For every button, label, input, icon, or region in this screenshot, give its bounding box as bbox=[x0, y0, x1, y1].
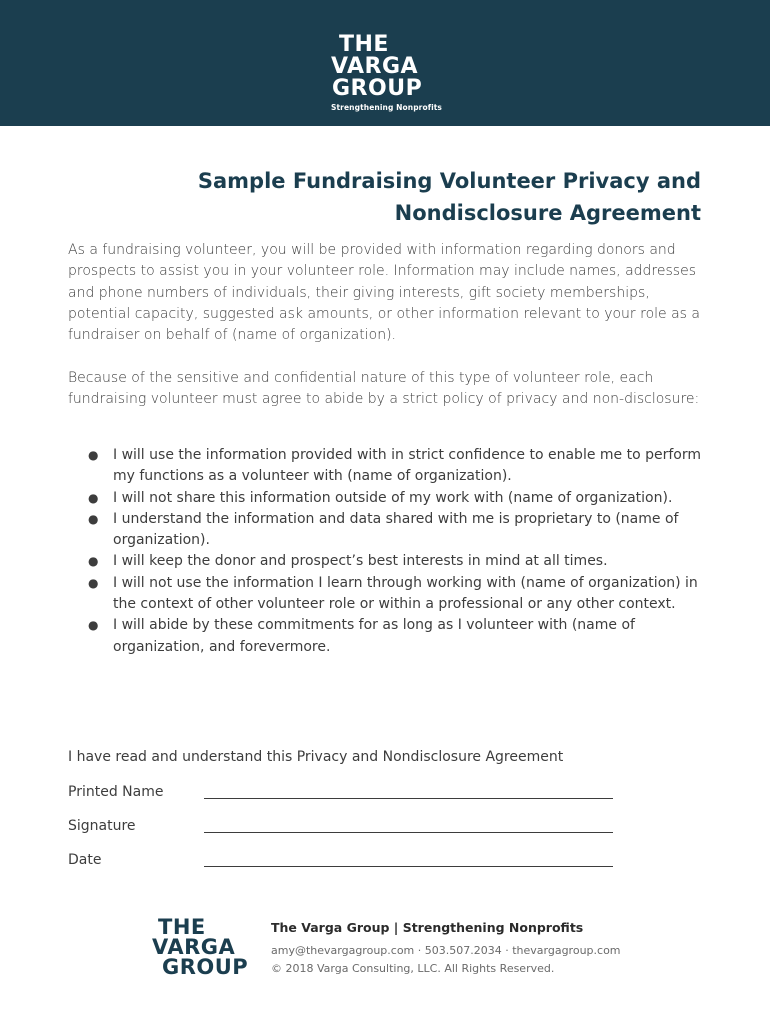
list-item bbox=[88, 445, 708, 488]
logo-line-3: GROUP bbox=[332, 76, 423, 101]
header-banner bbox=[0, 0, 770, 126]
bullet-icon: ● bbox=[88, 511, 99, 526]
list-item-text: I will keep the donor and prospect’s best interests in mind at all times. bbox=[113, 553, 608, 570]
footer-logo bbox=[152, 917, 257, 977]
logo-tagline: Strengthening Nonprofits bbox=[331, 103, 442, 112]
printed-name-field bbox=[68, 782, 613, 804]
footer-copyright: © 2018 Varga Consulting, LLC. All Rights Reserved. bbox=[271, 962, 555, 975]
commitments-list bbox=[88, 445, 708, 658]
list-item bbox=[88, 551, 708, 572]
list-item bbox=[88, 573, 708, 616]
bullet-icon: ● bbox=[88, 448, 99, 462]
list-item-text: I will abide by these commitments for as long as I volunteer with (name of organization, and forevermore. bbox=[113, 617, 635, 655]
logo-line-2: VARGA bbox=[331, 54, 419, 79]
footer-logo-line-2: VARGA bbox=[152, 935, 236, 959]
list-item bbox=[88, 615, 708, 658]
bullet-icon: ● bbox=[88, 575, 99, 590]
date-label: Date bbox=[68, 852, 102, 868]
list-item-text: I will use the information provided with in strict confidence to enable me to perform my functions as a volunteer with (name of organization). bbox=[113, 447, 701, 485]
list-item bbox=[88, 488, 708, 509]
footer-logo-line-1: THE bbox=[158, 915, 206, 939]
printed-name-label: Printed Name bbox=[68, 784, 164, 800]
signature-label: Signature bbox=[68, 818, 136, 834]
signature-field bbox=[68, 816, 613, 838]
date-line[interactable] bbox=[204, 866, 613, 867]
intro-paragraph: As a fundraising volunteer, you will be provided with information regarding donors and prospects to assist you in your volunteer role. Information may include names, addresses and phone numbers of individuals, their giving interests, gift society memberships, potential capacity, suggested ask amounts, or other information relevant to your role as a fundraiser on behalf of (name of organization). bbox=[68, 242, 701, 344]
acknowledgement-text: I have read and understand this Privacy and Nondisclosure Agreement bbox=[68, 749, 564, 765]
bullet-icon: ● bbox=[88, 554, 99, 569]
list-item-text: I understand the information and data shared with me is proprietary to (name of organization). bbox=[113, 510, 679, 549]
list-item-text: I will not share this information outside of my work with (name of organization). bbox=[113, 489, 673, 506]
date-field bbox=[68, 850, 613, 872]
bullet-icon: ● bbox=[88, 618, 99, 633]
document-title-line-1: Sample Fundraising Volunteer Privacy and bbox=[197, 169, 701, 193]
bullet-icon: ● bbox=[88, 490, 99, 505]
signature-line[interactable] bbox=[204, 832, 613, 833]
policy-paragraph: Because of the sensitive and confidential nature of this type of volunteer role, each fundraising volunteer must agree to abide by a strict policy of privacy and non-disclosure: bbox=[68, 370, 700, 408]
list-item bbox=[88, 509, 708, 552]
printed-name-line[interactable] bbox=[204, 798, 613, 799]
footer-contact: amy@thevargagroup.com · 503.507.2034 · thevargagroup.com bbox=[271, 944, 621, 957]
footer-title: The Varga Group | Strengthening Nonprofits bbox=[271, 920, 584, 935]
document-title-line-2: Nondisclosure Agreement bbox=[394, 201, 701, 225]
list-item-text: I will not use the information I learn through working with (name of organization) in the context of other volunteer role or within a professional or any other context. bbox=[113, 574, 698, 613]
varga-group-logo bbox=[329, 34, 459, 112]
footer-logo-line-3: GROUP bbox=[162, 955, 249, 979]
logo-line-1: THE bbox=[339, 32, 389, 57]
document-title bbox=[141, 165, 701, 229]
footer-info bbox=[271, 918, 691, 978]
